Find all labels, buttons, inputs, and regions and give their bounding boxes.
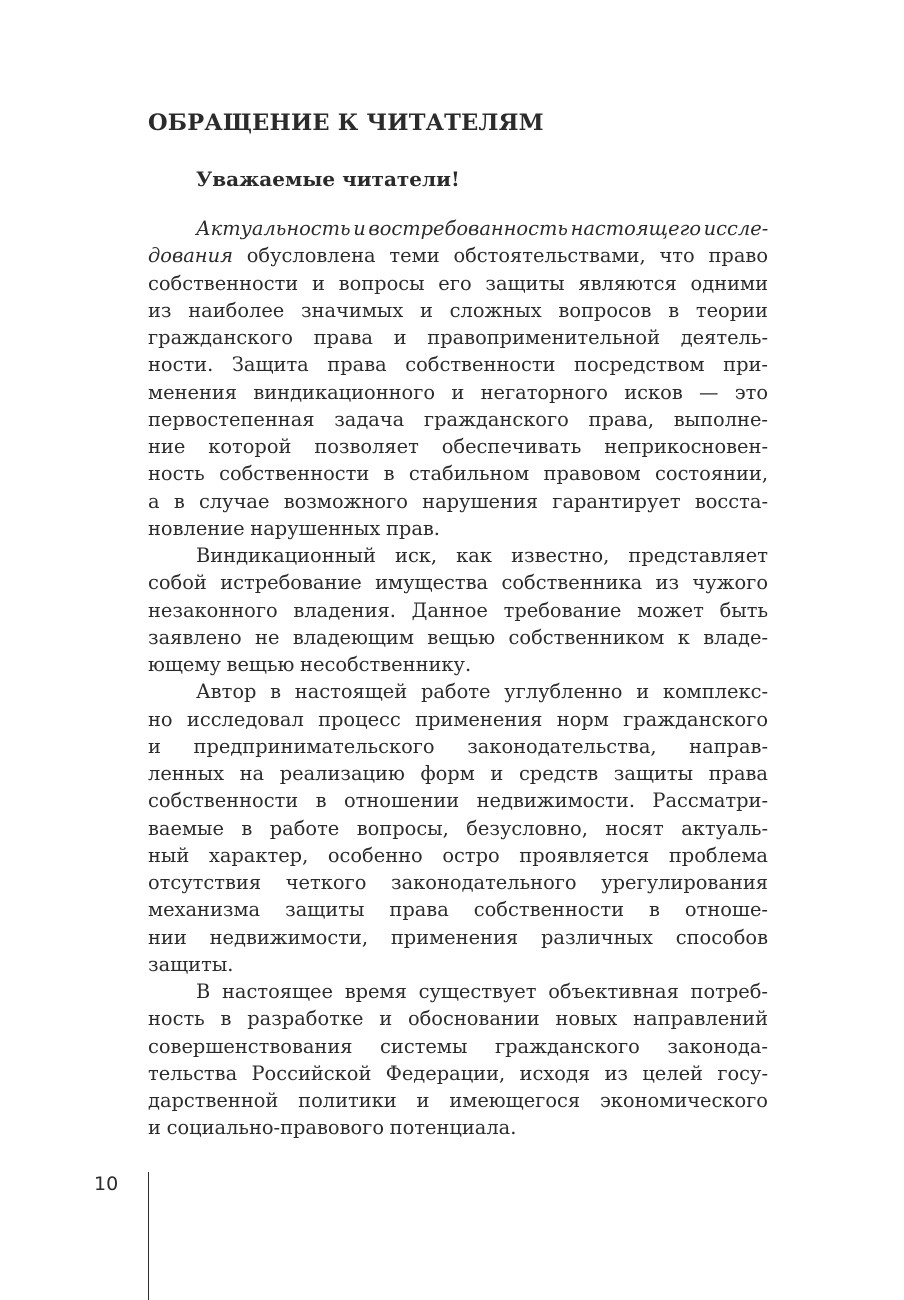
italic-lead: дования xyxy=(148,244,233,268)
page-title: ОБРАЩЕНИЕ К ЧИТАТЕЛЯМ xyxy=(148,110,544,136)
paragraph-line: нии недвижимости, применения различных способов xyxy=(148,925,768,949)
paragraph-line: В настоящее время существует объективная потреб- xyxy=(196,980,768,1003)
paragraph-line-text: обусловлена теми обстоятельствами, что право xyxy=(232,244,768,268)
paragraph-line xyxy=(148,242,768,269)
paragraph-line: отсутствия четкого законодательного урегулирования xyxy=(148,871,768,894)
paragraph-line: ность в разработке и обосновании новых направлений xyxy=(148,1007,768,1031)
paragraph-4 xyxy=(148,978,768,1142)
page-number: 10 xyxy=(94,1173,119,1195)
paragraph-line: заявлено не владеющим вещью собственником к владе- xyxy=(148,625,768,649)
paragraph-line: менения виндикационного и негаторного исков — это xyxy=(148,380,768,404)
paragraph-line: а в случае возможного нарушения гарантирует восста- xyxy=(148,489,768,513)
paragraph-line: из наиболее значимых и сложных вопросов в теории xyxy=(148,298,768,322)
greeting: Уважаемые читатели! xyxy=(196,167,460,191)
paragraph-line: Виндикационный иск, как известно, представляет xyxy=(196,544,768,567)
paragraph-line: Автор в настоящей работе углубленно и комплекс- xyxy=(196,680,768,704)
paragraph-line: незаконного владения. Данное требование может быть xyxy=(148,598,768,622)
paragraph-2 xyxy=(148,542,768,678)
margin-rule xyxy=(148,1172,149,1300)
paragraph-line: ленных на реализацию форм и средств защиты права xyxy=(148,762,768,785)
paragraph-line: и социально-правового потенциала. xyxy=(148,1116,517,1140)
paragraph-line: новление нарушенных прав. xyxy=(148,516,440,540)
paragraph-line: собственности и вопросы его защиты являются одними xyxy=(148,271,768,295)
paragraph-line: дарственной политики и имеющегося экономического xyxy=(148,1089,768,1112)
paragraph-line: ности. Защита права собственности посредством при- xyxy=(148,353,768,377)
paragraph-line: но исследовал процесс применения норм гражданского xyxy=(148,707,768,731)
paragraph-3 xyxy=(148,678,768,978)
paragraph-line xyxy=(148,215,768,242)
body-text xyxy=(148,215,768,1142)
paragraph-line: защиты. xyxy=(148,952,234,976)
paragraph-line: и предпринимательского законодательства, направ- xyxy=(148,734,768,758)
paragraph-line: совершенствования системы гражданского законода- xyxy=(148,1034,768,1058)
paragraph-line: ность собственности в стабильном правовом состоянии, xyxy=(148,462,768,486)
paragraph-line: механизма защиты права собственности в отноше- xyxy=(148,898,768,922)
paragraph-line: гражданского права и правоприменительной деятель- xyxy=(148,326,768,349)
paragraph-line: ющему вещью несобственнику. xyxy=(148,653,472,676)
paragraph-line: ваемые в работе вопросы, безусловно, носят актуаль- xyxy=(148,816,768,840)
paragraph-line: собственности в отношении недвижимости. Рассматри- xyxy=(148,789,768,813)
paragraph-line: тельства Российской Федерации, исходя из целей госу- xyxy=(148,1061,768,1085)
paragraph-line: первостепенная задача гражданского права, выполне- xyxy=(148,407,768,431)
paragraph-line: ние которой позволяет обеспечивать неприкосновен- xyxy=(148,435,768,458)
italic-lead: Актуальность и востребованность настоящего иссле- xyxy=(196,217,769,240)
paragraph-line: собой истребование имущества собственника из чужого xyxy=(148,571,768,595)
paragraph-1 xyxy=(148,215,768,542)
paragraph-line: ный характер, особенно остро проявляется проблема xyxy=(148,843,768,867)
